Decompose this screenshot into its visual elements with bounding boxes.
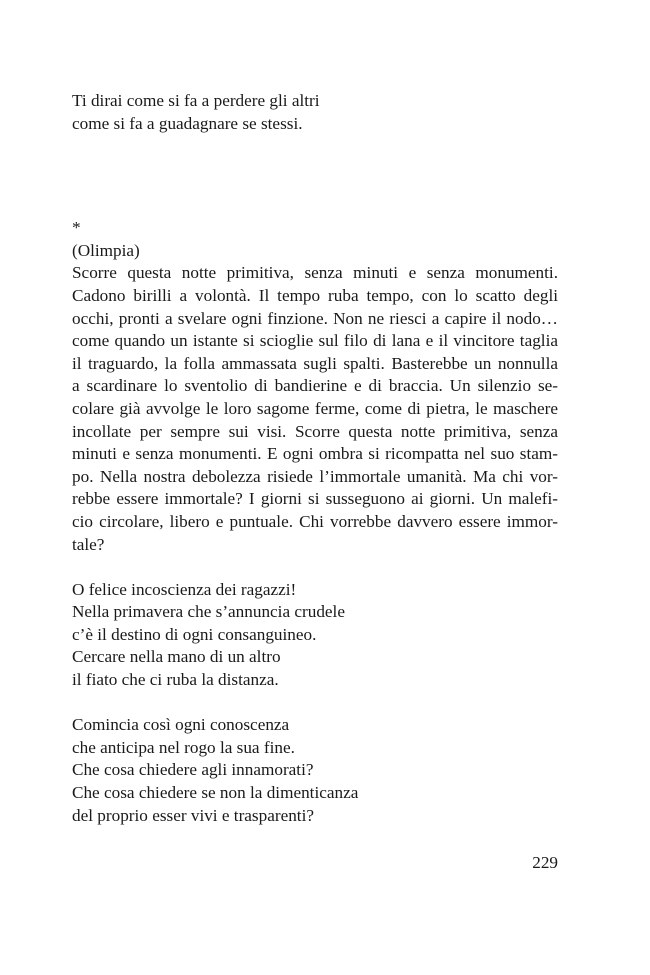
prose-line: il traguardo, la folla ammassata sugli spalti. Basterebbe un nonnulla xyxy=(72,353,558,373)
stanza-break xyxy=(72,556,558,579)
verse-line: Comincia così ogni conoscenza xyxy=(72,715,290,735)
prose-line: come quando un istante si scioglie sul filo di lana e il vincitore taglia xyxy=(72,331,558,351)
verse-line: come si fa a guadagnare se stessi. xyxy=(72,113,303,133)
stanza-three xyxy=(72,714,558,827)
verse-line: Che cosa chiedere se non la dimenticanza xyxy=(72,783,359,803)
section-marker: * xyxy=(72,218,81,238)
prose-line: minuti e senza monumenti. E ogni ombra si ricompatta nel suo stam- xyxy=(72,444,558,464)
prose-line: cio circolare, libero e puntuale. Chi vorrebbe davvero essere immor- xyxy=(72,511,558,531)
verse-line: Ti dirai come si fa a perdere gli altri xyxy=(72,91,320,110)
prose-line: colare già avvolge le loro sagome ferme, come di pietra, le maschere xyxy=(72,398,558,418)
stanza-break xyxy=(72,692,558,715)
prose-line: Scorre questa notte primitiva, senza minuti e senza monumenti. xyxy=(72,263,558,283)
verse-line: il fiato che ci ruba la distanza. xyxy=(72,670,279,690)
prose-line: rebbe essere immortale? I giorni si susseguono ai giorni. Un malefi- xyxy=(72,489,558,509)
prose-line: Cadono birilli a volontà. Il tempo ruba tempo, con lo scatto degli xyxy=(72,285,558,305)
speaker-label: (Olimpia) xyxy=(72,240,140,260)
prose-paragraph xyxy=(72,262,558,556)
verse-line: c’è il destino di ogni consanguineo. xyxy=(72,624,317,644)
page-body xyxy=(72,90,558,827)
verse-line: Nella primavera che s’annuncia crudele xyxy=(72,602,345,622)
prose-line: incollate per sempre sui visi. Scorre questa notte primitiva, senza xyxy=(72,421,558,441)
verse-line: Cercare nella mano di un altro xyxy=(72,647,281,667)
verse-line: Che cosa chiedere agli innamorati? xyxy=(72,760,314,780)
prose-line: a scardinare lo sventolio di bandierine e di braccia. Un silenzio se- xyxy=(72,376,558,396)
prose-line: occhi, pronti a svelare ogni finzione. Non ne riesci a capire il nodo… xyxy=(72,308,558,328)
prose-line: tale? xyxy=(72,534,105,554)
prose-line: po. Nella nostra debolezza risiede l’immortale umanità. Ma chi vor- xyxy=(72,466,558,486)
verse-line: che anticipa nel rogo la sua fine. xyxy=(72,737,295,757)
opening-stanza xyxy=(72,90,558,135)
verse-line: del proprio esser vivi e trasparenti? xyxy=(72,805,314,825)
section-gap xyxy=(72,135,558,217)
verse-line: O felice incoscienza dei ragazzi! xyxy=(72,579,297,599)
page-number: 229 xyxy=(532,853,558,872)
stanza-two xyxy=(72,579,558,692)
